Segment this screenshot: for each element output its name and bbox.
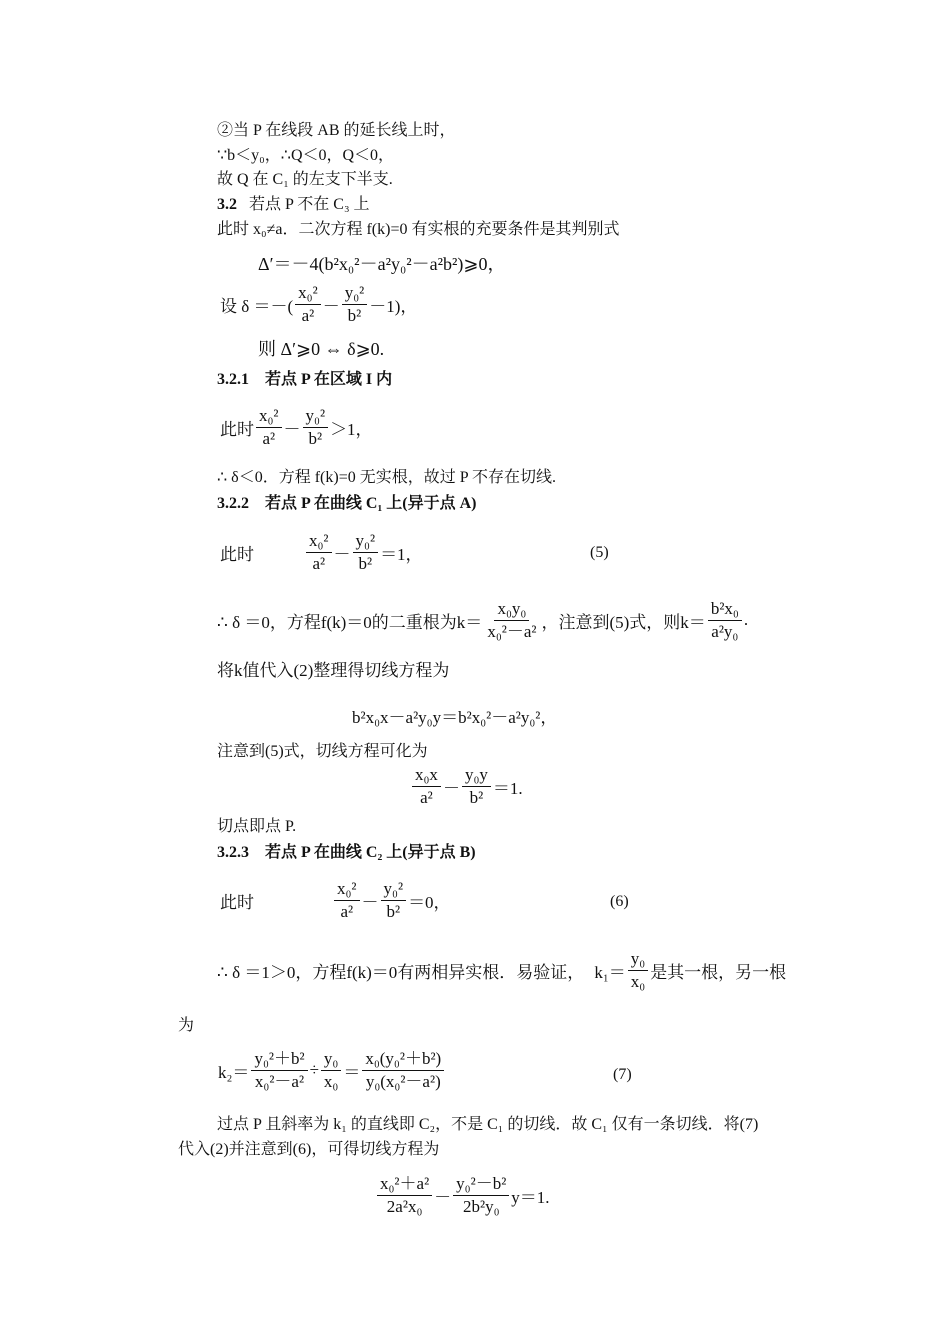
fraction: $\frac{\text{x₀²＋a²}}{\text{2a²x₀}}$ — [377, 1175, 432, 1216]
text-line: 过点 P 且斜率为 k₁ 的直线即 C₂，不是 C₁ 的切线．故 C₁ 仅有一条切线．将(7) — [217, 1116, 759, 1133]
fraction: $\frac{\text{y₀²}}{\text{b²}}$ — [303, 407, 329, 448]
equation-equiv: 则 Δ′⩾0 ⇔ δ⩾0. — [258, 339, 385, 359]
equation-7: k₂＝ $\frac{\text{y₀²＋b²}}{\text{x₀²－a²}}$ ÷ $\frac{\text{y₀}}{\text{x₀}}$ ＝ $\frac{\text{x₀(y₀²＋b²)}}{\text{y₀(x₀²－a²)}}$ — [218, 1050, 446, 1091]
text-line: ②当 P 在线段 AB 的延长线上时， — [217, 122, 456, 139]
section-title: 若点 P 不在 C₃ 上 — [249, 196, 370, 213]
fraction: $\frac{\text{x₀(y₀²＋b²)}}{\text{y₀(x₀²－a²)}}$ — [362, 1050, 444, 1091]
equation-number: (5) — [590, 544, 609, 561]
fraction: $\frac{\text{x₀x}}{\text{a²}}$ — [412, 766, 441, 807]
equation-tangent-simplified: $\frac{\text{x₀x}}{\text{a²}}$ － $\frac{\text{y₀y}}{\text{b²}}$ ＝1. — [410, 766, 523, 807]
fraction: $\frac{\text{y₀²}}{\text{b²}}$ — [342, 284, 368, 325]
fraction: $\frac{\text{b²x₀}}{\text{a²y₀}}$ — [708, 600, 742, 641]
equation-number: (7) — [613, 1066, 632, 1083]
text-line: 切点即点 P. — [217, 818, 297, 835]
subsection-heading: 3.2.2 若点 P 在曲线 C₁ 上(异于点 A) — [217, 495, 477, 512]
section-number: 3.2 — [217, 196, 237, 213]
text: －1)， — [369, 296, 418, 316]
equation-two-roots: ∴ δ ＝1＞0，方程f(k)＝0有两相异实根．易验证， k₁＝ $\frac{\text{y₀}}{\text{x₀}}$ 是其一根，另一根 — [217, 949, 787, 991]
text-line: ∵b＜y₀，∴Q＜0，Q＜0， — [217, 147, 395, 164]
equation-delta: Δ′＝－4(b²x₀²－a²y₀²－a²b²)⩾0， — [258, 254, 506, 274]
text-line: 为 — [178, 1017, 195, 1034]
equation-5: 此时 $\frac{\text{x₀²}}{\text{a²}}$ － $\frac{\text{y₀²}}{\text{b²}}$ ＝1， — [220, 531, 423, 573]
subsection-heading: 3.2.3 若点 P 在曲线 C₂ 上(异于点 B) — [217, 844, 476, 861]
fraction: $\frac{\text{y₀²＋b²}}{\text{x₀²－a²}}$ — [251, 1050, 307, 1091]
fraction: $\frac{\text{x₀²}}{\text{a²}}$ — [256, 407, 282, 448]
fraction: $\frac{\text{y₀}}{\text{x₀}}$ — [321, 1050, 341, 1091]
text-line: 此时 x₀≠a．二次方程 f(k)=0 有实根的充要条件是其判别式 — [217, 221, 620, 238]
text-line: 注意到(5)式，切线方程可化为 — [217, 743, 428, 760]
text-line: 将k值代入(2)整理得切线方程为 — [217, 661, 450, 680]
subsection-heading: 3.2.1 若点 P 在区域 I 内 — [217, 371, 393, 388]
text-line: 故 Q 在 C₁ 的左支下半支. — [217, 171, 393, 188]
equation-number: (6) — [610, 893, 629, 910]
equation-final: $\frac{\text{x₀²＋a²}}{\text{2a²x₀}}$ － $\frac{\text{y₀²－b²}}{\text{2b²y₀}}$ y＝1. — [375, 1175, 550, 1216]
equation-region: 此时 $\frac{\text{x₀²}}{\text{a²}}$ － $\frac{\text{y₀²}}{\text{b²}}$ ＞1， — [220, 406, 373, 448]
section-heading — [217, 197, 370, 213]
text-line: ∴ δ＜0．方程 f(k)=0 无实根，故过 P 不存在切线. — [217, 469, 557, 486]
equation-double-root: ∴ δ ＝0，方程f(k)＝0的二重根为k＝ $\frac{\text{x₀y₀}}{\text{x₀²－a²}}$ ，注意到(5)式，则k＝ $\frac{\text{b²x₀}}{\text{a²y₀}}$ . — [217, 599, 749, 641]
fraction: $\frac{\text{y₀²}}{\text{b²}}$ — [381, 880, 407, 921]
equation-6: 此时 $\frac{\text{x₀²}}{\text{a²}}$ － $\frac{\text{y₀²}}{\text{b²}}$ ＝0， — [220, 879, 451, 921]
text-line: 代入(2)并注意到(6)，可得切线方程为 — [178, 1141, 440, 1158]
fraction: $\frac{\text{y₀²}}{\text{b²}}$ — [353, 532, 379, 573]
fraction: $\frac{\text{x₀²}}{\text{a²}}$ — [334, 880, 360, 921]
fraction: $\frac{\text{x₀y₀}}{\text{x₀²－a²}}$ — [487, 599, 537, 641]
fraction: $\frac{\text{x₀²}}{\text{a²}}$ — [306, 532, 332, 573]
equation-delta-def: 设 δ ＝－( $\frac{\text{x₀²}}{\text{a²}}$ － $\frac{\text{y₀²}}{\text{b²}}$ －1)， — [220, 283, 418, 325]
fraction: $\frac{\text{x₀²}}{\text{a²}}$ — [295, 284, 321, 325]
fraction: $\frac{\text{y₀}}{\text{x₀}}$ — [628, 950, 648, 991]
text: 设 δ ＝－( — [220, 296, 294, 316]
fraction: $\frac{\text{y₀²－b²}}{\text{2b²y₀}}$ — [453, 1175, 509, 1216]
fraction: $\frac{\text{y₀y}}{\text{b²}}$ — [462, 766, 491, 807]
equation-tangent: b²x₀x－a²y₀y＝b²x₀²－a²y₀²， — [352, 708, 558, 727]
